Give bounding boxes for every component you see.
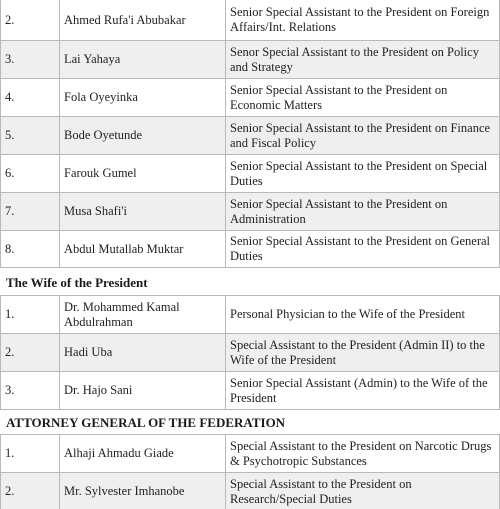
- table-row: [1, 117, 500, 155]
- appointment-title: Special Assistant to the President on Research/Special Duties: [226, 473, 500, 509]
- row-number: 2.: [1, 0, 60, 41]
- appointment-title: Special Assistant to the President (Admin II) to the Wife of the President: [226, 334, 500, 372]
- table-row: [1, 155, 500, 193]
- appointee-name: Mr. Sylvester Imhanobe: [60, 473, 226, 509]
- row-number: 1.: [1, 296, 60, 334]
- appointee-name: Farouk Gumel: [60, 155, 226, 193]
- appointee-name: Lai Yahaya: [60, 41, 226, 79]
- appointee-name: Hadi Uba: [60, 334, 226, 372]
- row-number: 4.: [1, 79, 60, 117]
- appointee-name: Musa Shafi'i: [60, 193, 226, 231]
- table-row: [1, 334, 500, 372]
- appointee-name: Alhaji Ahmadu Giade: [60, 435, 226, 473]
- row-number: 8.: [1, 231, 60, 268]
- appointment-title: Senior Special Assistant to the President on General Duties: [226, 231, 500, 268]
- appointment-title: Senor Special Assistant to the President on Policy and Strategy: [226, 41, 500, 79]
- table-row: [1, 372, 500, 410]
- row-number: 7.: [1, 193, 60, 231]
- appointment-title: Senior Special Assistant (Admin) to the Wife of the President: [226, 372, 500, 410]
- row-number: 2.: [1, 473, 60, 509]
- attorney-general-table: [0, 434, 500, 509]
- appointee-name: Abdul Mutallab Muktar: [60, 231, 226, 268]
- row-number: 1.: [1, 435, 60, 473]
- table-row: [1, 296, 500, 334]
- appointment-title: Senior Special Assistant to the President on Finance and Fiscal Policy: [226, 117, 500, 155]
- table-row: [1, 0, 500, 41]
- appointee-name: Dr. Hajo Sani: [60, 372, 226, 410]
- row-number: 2.: [1, 334, 60, 372]
- appointment-title: Special Assistant to the President on Narcotic Drugs & Psychotropic Substances: [226, 435, 500, 473]
- row-number: 3.: [1, 372, 60, 410]
- appointment-title: Senior Special Assistant to the President on Foreign Affairs/Int. Relations: [226, 0, 500, 41]
- appointment-title: Personal Physician to the Wife of the President: [226, 296, 500, 334]
- appointee-name: Fola Oyeyinka: [60, 79, 226, 117]
- row-number: 5.: [1, 117, 60, 155]
- table-row: [1, 41, 500, 79]
- table-row: [1, 231, 500, 268]
- appointment-title: Senior Special Assistant to the President on Special Duties: [226, 155, 500, 193]
- section-heading-attorney-general: ATTORNEY GENERAL OF THE FEDERATION: [6, 415, 286, 430]
- wife-of-president-table: [0, 295, 500, 410]
- table-row: [1, 435, 500, 473]
- table-row: [1, 193, 500, 231]
- section-heading-wife-of-president: The Wife of the President: [6, 275, 148, 290]
- row-number: 6.: [1, 155, 60, 193]
- appointee-name: Ahmed Rufa'i Abubakar: [60, 0, 226, 41]
- row-number: 3.: [1, 41, 60, 79]
- appointee-name: Dr. Mohammed Kamal Abdulrahman: [60, 296, 226, 334]
- appointment-title: Senior Special Assistant to the President on Administration: [226, 193, 500, 231]
- table-row: [1, 473, 500, 509]
- appointment-title: Senior Special Assistant to the President on Economic Matters: [226, 79, 500, 117]
- appointee-name: Bode Oyetunde: [60, 117, 226, 155]
- table-row: [1, 79, 500, 117]
